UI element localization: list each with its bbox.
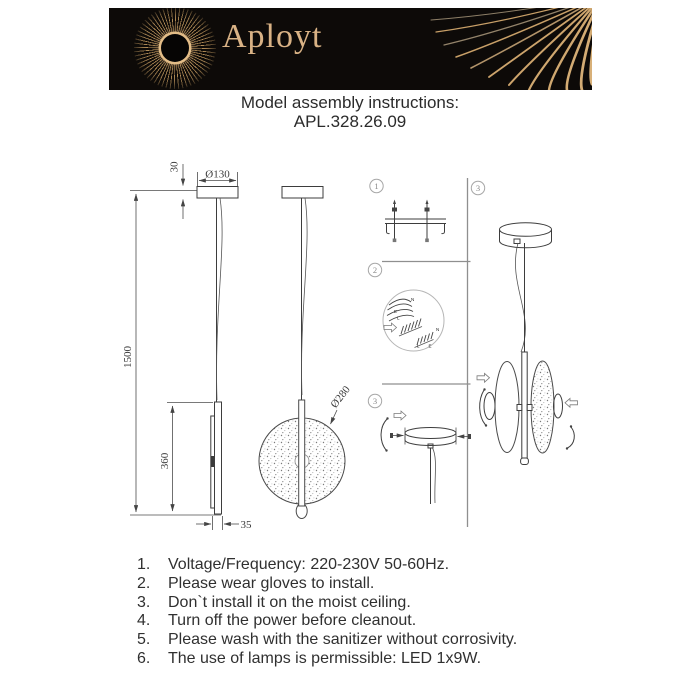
wiring-label-e2: E — [428, 343, 432, 349]
panel-dividers — [382, 178, 471, 527]
step-2-number: 2 — [372, 265, 378, 275]
instruction-text: Don`t install it on the moist ceiling. — [168, 593, 411, 611]
dim-disc-diameter-label: Ø280 — [328, 383, 353, 411]
dim-fixture-height-label: 360 — [159, 452, 171, 470]
instruction-item — [137, 594, 517, 613]
step-3-badge — [368, 394, 381, 407]
dim-fixture-depth-label: 35 — [240, 519, 252, 531]
dim-canopy-height-label: 30 — [168, 161, 181, 173]
instruction-item — [137, 650, 517, 669]
instruction-item — [137, 575, 517, 594]
instruction-text: Turn off the power before cleanout. — [168, 612, 417, 630]
dim-canopy-diameter-label: Ø130 — [205, 168, 230, 181]
instruction-item — [137, 631, 517, 650]
instruction-text: Please wash with the sanitizer without corrosivity. — [168, 631, 518, 649]
step-3b-badge — [471, 181, 484, 194]
assembled-view-drawing — [477, 223, 578, 465]
instruction-item — [137, 612, 517, 631]
wiring-label-n: N — [411, 297, 415, 302]
step-3-number: 3 — [372, 396, 378, 406]
model-number: APL.328.26.09 — [293, 112, 407, 131]
brand-wordmark: Aployt — [222, 18, 323, 55]
page-title: Model assembly instructions: — [240, 93, 460, 112]
front-view-drawing — [259, 187, 345, 519]
step-1-badge — [370, 179, 383, 192]
side-view-drawing — [197, 187, 238, 515]
wiring-label-l: L — [397, 315, 400, 321]
step-1-number: 1 — [374, 181, 379, 191]
instruction-number: 1. — [137, 556, 151, 573]
instruction-text: The use of lamps is permissible: LED 1x9W. — [168, 649, 482, 667]
instruction-number: 3. — [137, 593, 151, 611]
instruction-number: 5. — [137, 631, 151, 649]
wiring-label-l2: L — [417, 343, 420, 349]
instruction-text: Please wear gloves to install. — [168, 574, 375, 592]
instruction-text: Voltage/Frequency: 220-230V 50-60Hz. — [168, 556, 450, 573]
instruction-item — [137, 556, 517, 575]
step-3b-number: 3 — [475, 183, 481, 193]
dim-overall-drop-label: 1500 — [122, 346, 134, 368]
instruction-number: 2. — [137, 574, 151, 592]
instruction-number: 6. — [137, 649, 151, 667]
step-2-diagram — [383, 290, 444, 351]
instructions-list — [137, 556, 517, 669]
wiring-label-n2: N — [436, 327, 440, 332]
step-3-diagram — [381, 411, 471, 504]
instruction-number: 4. — [137, 612, 151, 630]
wiring-label-e: E — [394, 309, 398, 314]
step-2-badge — [368, 263, 381, 276]
step-1-diagram — [385, 200, 446, 243]
